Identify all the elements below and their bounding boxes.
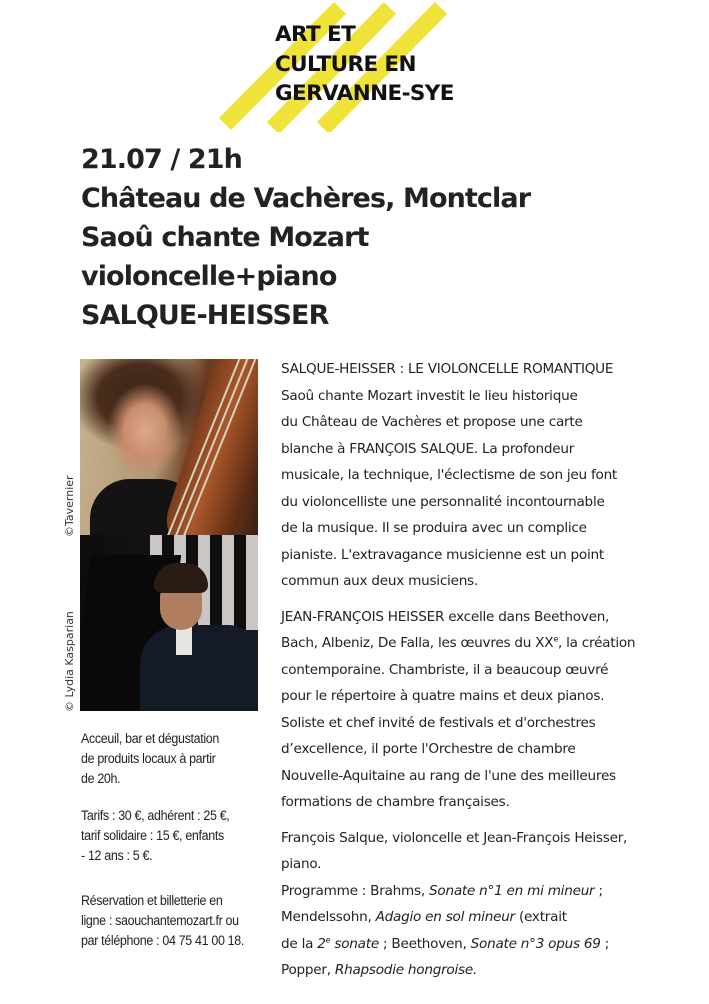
text-line: SALQUE-HEISSER : LE VIOLONCELLE ROMANTIQUE bbox=[281, 361, 614, 377]
event-title: Saoû chante Mozart bbox=[81, 222, 369, 253]
programme-line bbox=[281, 957, 681, 984]
price-line: tarif solidaire : 15 €, enfants bbox=[81, 828, 224, 843]
welcome-line: de 20h. bbox=[81, 771, 121, 786]
superscript: e bbox=[553, 634, 558, 644]
event-heading bbox=[81, 140, 530, 335]
photo-credit-kasparian: © Lydia Kasparian bbox=[63, 611, 76, 712]
welcome-line: de produits locaux à partir bbox=[81, 751, 216, 766]
pianist-photo bbox=[80, 535, 258, 711]
text-line: Saoû chante Mozart investit le lieu historique bbox=[281, 387, 578, 404]
text-line: François Salque, violoncelle et Jean-François Heisser, bbox=[281, 829, 628, 846]
text-line: Soliste et chef invité de festivals et d'orchestres bbox=[281, 714, 596, 731]
welcome-info bbox=[81, 729, 253, 789]
work-title bbox=[317, 936, 379, 952]
text-line: formations de chambre françaises. bbox=[281, 794, 510, 810]
text-line: de la musique. Il se produira avec un complice bbox=[281, 520, 587, 536]
text-line: piano. bbox=[281, 856, 322, 872]
booking-line: Réservation et billetterie en bbox=[81, 893, 223, 908]
work-title: Sonate n°1 en mi mineur bbox=[429, 882, 595, 899]
text-span: 2 bbox=[317, 935, 326, 952]
text-span: Mendelssohn, bbox=[281, 909, 376, 925]
booking-line: ligne : saouchantemozart.fr ou bbox=[81, 913, 239, 928]
work-title: Adagio en sol mineur bbox=[375, 909, 515, 925]
programme-line bbox=[281, 878, 681, 905]
paragraph-programme bbox=[281, 825, 681, 984]
price-info bbox=[81, 806, 253, 866]
text-line: JEAN-FRANÇOIS HEISSER excelle dans Beethoven, bbox=[281, 608, 610, 625]
price-line: - 12 ans : 5 €. bbox=[81, 848, 153, 863]
text-span: Programme : Brahms, bbox=[281, 882, 430, 899]
text-span: Popper, bbox=[281, 962, 335, 978]
event-instruments: violoncelle+piano bbox=[81, 261, 337, 292]
text-span: , la création bbox=[557, 635, 636, 651]
text-span: (extrait bbox=[514, 909, 567, 925]
text-line bbox=[281, 630, 681, 657]
text-span: Bach, Albeniz, De Falla, les œuvres du XX bbox=[281, 635, 554, 651]
logo-line-2: CULTURE EN bbox=[275, 51, 416, 77]
text-span: sonate bbox=[330, 935, 379, 952]
article-body bbox=[281, 356, 681, 984]
price-line: Tarifs : 30 €, adhérent : 25 €, bbox=[81, 808, 230, 823]
photo-collar bbox=[176, 627, 192, 655]
text-span: de la bbox=[281, 935, 318, 952]
cellist-photo bbox=[80, 359, 258, 535]
event-artists: SALQUE-HEISSER bbox=[81, 300, 329, 331]
booking-info bbox=[81, 891, 253, 951]
text-line: pianiste. L'extravagance musicienne est un point bbox=[281, 546, 604, 563]
text-line: pour le répertoire à quatre mains et deux pianos. bbox=[281, 688, 605, 704]
welcome-line: Acceuil, bar et dégustation bbox=[81, 731, 219, 746]
paragraph-intro bbox=[281, 356, 681, 595]
photo-jacket bbox=[140, 625, 258, 711]
work-title: Sonate n°3 opus 69 bbox=[470, 935, 601, 952]
logo-text bbox=[275, 20, 454, 109]
text-line: musicale, la technique, l'éclectisme de son jeu font bbox=[281, 467, 618, 483]
programme-line bbox=[281, 904, 681, 931]
photo-credit-tavernier: ©Tavernier bbox=[63, 475, 76, 537]
text-line: Nouvelle-Aquitaine au rang de l'une des meilleures bbox=[281, 767, 616, 784]
text-line: du Château de Vachères et propose une carte bbox=[281, 414, 583, 430]
text-line: blanche à FRANÇOIS SALQUE. La profondeur bbox=[281, 440, 575, 457]
logo-line-3: GERVANNE-SYE bbox=[275, 81, 454, 106]
superscript: e bbox=[325, 934, 331, 944]
text-line: contemporaine. Chambriste, il a beaucoup œuvré bbox=[281, 661, 609, 678]
text-line: commun aux deux musiciens. bbox=[281, 573, 478, 589]
text-span: ; bbox=[594, 882, 603, 899]
work-title: Rhapsodie hongroise. bbox=[334, 962, 478, 978]
logo-art-et-culture bbox=[215, 0, 505, 132]
text-line: d’excellence, il porte l'Orchestre de chambre bbox=[281, 741, 576, 757]
paragraph-heisser bbox=[281, 604, 681, 816]
text-line: du violoncelliste une personnalité incontournable bbox=[281, 493, 605, 510]
text-span: ; Beethoven, bbox=[378, 935, 471, 952]
logo-line-1: ART ET bbox=[275, 22, 356, 47]
event-venue: Château de Vachères, Montclar bbox=[81, 183, 531, 214]
text-span: ; bbox=[600, 935, 610, 952]
event-date-time: 21.07 / 21h bbox=[81, 144, 242, 175]
booking-line: par téléphone : 04 75 41 00 18. bbox=[81, 933, 245, 948]
photo-hair bbox=[154, 563, 208, 593]
programme-line bbox=[281, 931, 681, 958]
